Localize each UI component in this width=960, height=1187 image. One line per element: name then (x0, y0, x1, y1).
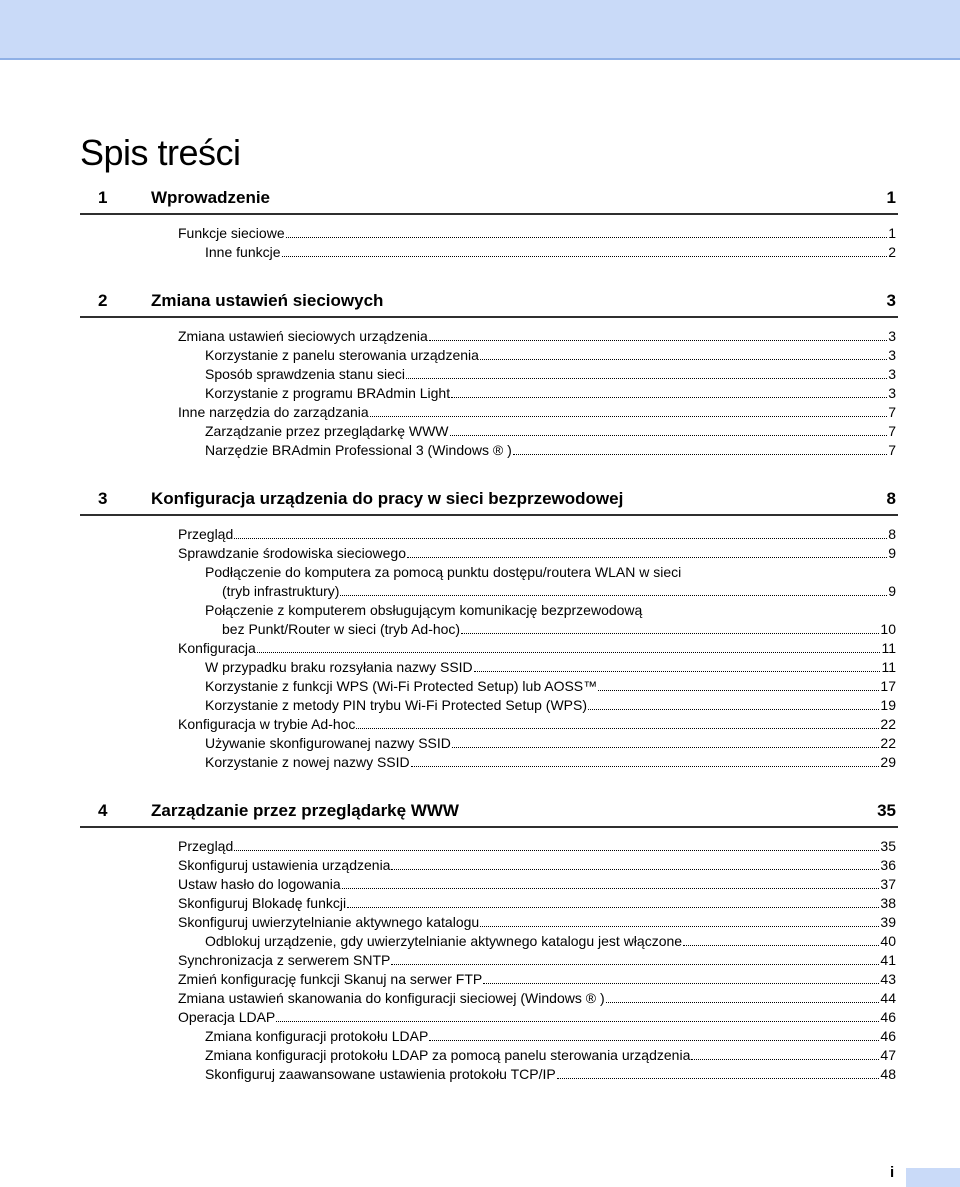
toc-entry[interactable] (0, 1064, 896, 1083)
toc-entry-title: Korzystanie z metody PIN trybu Wi-Fi Protected Setup (WPS) (205, 697, 588, 713)
toc-entry-title: W przypadku braku rozsyłania nazwy SSID (205, 659, 473, 675)
toc-entry-title: Synchronizacja z serwerem SNTP (178, 952, 391, 968)
dot-leader (347, 907, 879, 908)
dot-leader (276, 1021, 879, 1022)
toc-entry-title: Przegląd (178, 526, 234, 542)
chapter-page: 35 (877, 801, 896, 820)
toc-entry-title: Inne funkcje (205, 244, 281, 260)
toc-entry-title: bez Punkt/Router w sieci (tryb Ad-hoc) (222, 621, 461, 637)
toc-entry[interactable] (0, 364, 896, 383)
toc-entry-page: 37 (880, 876, 896, 892)
toc-entry-page: 2 (888, 244, 896, 260)
toc-entry-title: Konfiguracja w trybie Ad-hoc (178, 716, 356, 732)
dot-leader (406, 378, 887, 379)
dot-leader (340, 595, 887, 596)
toc-entry-page: 7 (888, 423, 896, 439)
toc-entry-title: Ustaw hasło do logowania (178, 876, 341, 892)
toc-entry-title: Korzystanie z nowej nazwy SSID (205, 754, 410, 770)
dot-leader (557, 1078, 880, 1079)
dot-leader (451, 397, 887, 398)
table-of-contents (0, 180, 960, 1083)
toc-entry[interactable] (0, 836, 896, 855)
chapter-page: 1 (886, 188, 896, 207)
toc-entry[interactable] (0, 581, 896, 600)
toc-entry-title: Zmiana konfiguracji protokołu LDAP za pomocą panelu sterowania urządzenia (205, 1047, 691, 1063)
toc-entry-page: 39 (880, 914, 896, 930)
toc-entry-page: 10 (880, 621, 896, 637)
chapter-title: Zmiana ustawień sieciowych (151, 291, 384, 310)
dot-leader (452, 747, 880, 748)
toc-entry-title: Inne narzędzia do zarządzania (178, 404, 369, 420)
chapter-title: Konfiguracja urządzenia do pracy w sieci bezprzewodowej (151, 489, 624, 508)
toc-entry[interactable] (0, 988, 896, 1007)
toc-entry[interactable] (0, 223, 896, 242)
toc-entry-title: Korzystanie z panelu sterowania urządzenia (205, 347, 479, 363)
dot-leader (429, 1040, 879, 1041)
toc-entry[interactable] (0, 676, 896, 695)
toc-entry[interactable] (0, 752, 896, 771)
dot-leader (429, 340, 887, 341)
chapter-title: Zarządzanie przez przeglądarkę WWW (151, 801, 459, 820)
dot-leader (257, 652, 881, 653)
toc-entry[interactable] (0, 345, 896, 364)
toc-entry-page: 3 (888, 385, 896, 401)
toc-entry[interactable] (0, 383, 896, 402)
toc-entry[interactable] (0, 874, 896, 893)
toc-entry-title: Przegląd (178, 838, 234, 854)
toc-entry-page: 3 (888, 347, 896, 363)
dot-leader (370, 416, 888, 417)
dot-leader (450, 435, 888, 436)
chapter-heading[interactable] (80, 180, 898, 215)
toc-entry-page: 11 (881, 659, 896, 675)
toc-entry[interactable] (0, 714, 896, 733)
toc-entry-title: Odblokuj urządzenie, gdy uwierzytelnianie aktywnego katalogu jest włączone (205, 933, 683, 949)
dot-leader (480, 926, 879, 927)
chapter-num: 4 (98, 801, 108, 820)
dot-leader (234, 538, 887, 539)
toc-entry-page: 48 (880, 1066, 896, 1082)
toc-entry-title: Połączenie z komputerem obsługującym komunikację bezprzewodową (205, 602, 643, 618)
dot-leader (474, 671, 881, 672)
toc-entry-page: 8 (888, 526, 896, 542)
chapter-gap (0, 261, 960, 283)
toc-entry-title: Konfiguracja (178, 640, 256, 656)
chapter-gap (0, 459, 960, 481)
toc-entry-page: 3 (888, 366, 896, 382)
toc-entry-page: 29 (880, 754, 896, 770)
page-title: Spis treści (80, 132, 241, 173)
chapter-entries (0, 828, 960, 1083)
toc-entry-page: 1 (888, 225, 896, 241)
toc-entry[interactable] (0, 600, 896, 619)
toc-entry-page: 46 (880, 1009, 896, 1025)
toc-entry-page: 43 (880, 971, 896, 987)
toc-entry-title: Skonfiguruj Blokadę funkcji (178, 895, 347, 911)
toc-entry-title: Sposób sprawdzenia stanu sieci (205, 366, 406, 382)
toc-entry[interactable] (0, 657, 896, 676)
chapter-entries (0, 318, 960, 459)
toc-entry[interactable] (0, 912, 896, 931)
dot-leader (683, 945, 879, 946)
toc-entry-title: (tryb infrastruktury) (222, 583, 340, 599)
page-number: i (890, 1164, 895, 1181)
dot-leader (356, 728, 879, 729)
chapter-gap (0, 771, 960, 793)
chapter-num: 1 (98, 188, 108, 207)
dot-leader (598, 690, 879, 691)
toc-entry-title: Korzystanie z funkcji WPS (Wi-Fi Protected Setup) lub AOSS™ (205, 678, 598, 694)
chapter-heading[interactable] (80, 481, 898, 516)
toc-entry[interactable] (0, 1045, 896, 1064)
chapter-num: 3 (98, 489, 108, 508)
toc-entry[interactable] (0, 242, 896, 261)
toc-entry-page: 35 (880, 838, 896, 854)
toc-entry-title: Zmiana ustawień sieciowych urządzenia (178, 328, 428, 344)
dot-leader (411, 766, 880, 767)
chapter-title: Wprowadzenie (151, 188, 271, 207)
toc-entry-page: 47 (880, 1047, 896, 1063)
toc-entry[interactable] (0, 562, 896, 581)
toc-entry-page: 3 (888, 328, 896, 344)
toc-entry-page: 19 (880, 697, 896, 713)
chapter-entries (0, 215, 960, 261)
toc-entry[interactable] (0, 440, 896, 459)
toc-entry-page: 36 (880, 857, 896, 873)
toc-entry[interactable] (0, 524, 896, 543)
toc-entry[interactable] (0, 733, 896, 752)
toc-entry-title: Zmiana konfiguracji protokołu LDAP (205, 1028, 429, 1044)
dot-leader (286, 237, 888, 238)
dot-leader (461, 633, 879, 634)
dot-leader (391, 964, 879, 965)
chapter-num: 2 (98, 291, 108, 310)
dot-leader (480, 359, 887, 360)
toc-entry-title: Funkcje sieciowe (178, 225, 285, 241)
toc-entry-title: Narzędzie BRAdmin Professional 3 (Windows ® ) (205, 442, 512, 458)
toc-entry-page: 11 (881, 640, 896, 656)
toc-entry-title: Skonfiguruj zaawansowane ustawienia protokołu TCP/IP (205, 1066, 556, 1082)
toc-entry[interactable] (0, 638, 896, 657)
toc-entry[interactable] (0, 326, 896, 345)
dot-leader (391, 869, 879, 870)
toc-entry[interactable] (0, 893, 896, 912)
chapter-entries (0, 516, 960, 771)
chapter-heading[interactable] (80, 283, 898, 318)
dot-leader (234, 850, 879, 851)
toc-entry-page: 22 (880, 716, 896, 732)
toc-entry-page: 22 (880, 735, 896, 751)
chapter-heading[interactable] (80, 793, 898, 828)
dot-leader (691, 1059, 879, 1060)
toc-entry[interactable] (0, 402, 896, 421)
toc-entry[interactable] (0, 1026, 896, 1045)
chapter-page: 8 (886, 489, 896, 508)
dot-leader (513, 454, 887, 455)
toc-entry-title: Podłączenie do komputera za pomocą punktu dostępu/routera WLAN w sieci (205, 564, 682, 580)
toc-entry-page: 44 (880, 990, 896, 1006)
footer-tab (906, 1168, 960, 1187)
toc-entry-title: Skonfiguruj ustawienia urządzenia (178, 857, 391, 873)
toc-entry[interactable] (0, 950, 896, 969)
toc-entry[interactable] (0, 931, 896, 950)
toc-entry-title: Skonfiguruj uwierzytelnianie aktywnego katalogu (178, 914, 480, 930)
header-band (0, 0, 960, 60)
toc-entry-title: Zmień konfigurację funkcji Skanuj na serwer FTP (178, 971, 483, 987)
toc-entry-page: 9 (888, 583, 896, 599)
toc-entry-title: Operacja LDAP (178, 1009, 276, 1025)
dot-leader (282, 256, 888, 257)
dot-leader (588, 709, 879, 710)
toc-entry-page: 40 (880, 933, 896, 949)
toc-entry-title: Używanie skonfigurowanej nazwy SSID (205, 735, 451, 751)
dot-leader (606, 1002, 880, 1003)
toc-entry-title: Korzystanie z programu BRAdmin Light (205, 385, 451, 401)
toc-entry[interactable] (0, 855, 896, 874)
toc-entry-page: 17 (880, 678, 896, 694)
toc-entry-page: 41 (880, 952, 896, 968)
dot-leader (407, 557, 887, 558)
dot-leader (342, 888, 880, 889)
toc-entry-title: Sprawdzanie środowiska sieciowego (178, 545, 407, 561)
toc-entry[interactable] (0, 695, 896, 714)
chapter-page: 3 (886, 291, 896, 310)
toc-entry-page: 46 (880, 1028, 896, 1044)
toc-entry-page: 9 (888, 545, 896, 561)
toc-entry[interactable] (0, 969, 896, 988)
toc-entry-title: Zmiana ustawień skanowania do konfiguracji sieciowej (Windows ® ) (178, 990, 605, 1006)
toc-entry-page: 7 (888, 442, 896, 458)
dot-leader (483, 983, 879, 984)
toc-entry[interactable] (0, 421, 896, 440)
toc-entry[interactable] (0, 543, 896, 562)
toc-entry-page: 38 (880, 895, 896, 911)
toc-entry-title: Zarządzanie przez przeglądarkę WWW (205, 423, 449, 439)
toc-entry[interactable] (0, 619, 896, 638)
toc-entry-page: 7 (888, 404, 896, 420)
toc-entry[interactable] (0, 1007, 896, 1026)
